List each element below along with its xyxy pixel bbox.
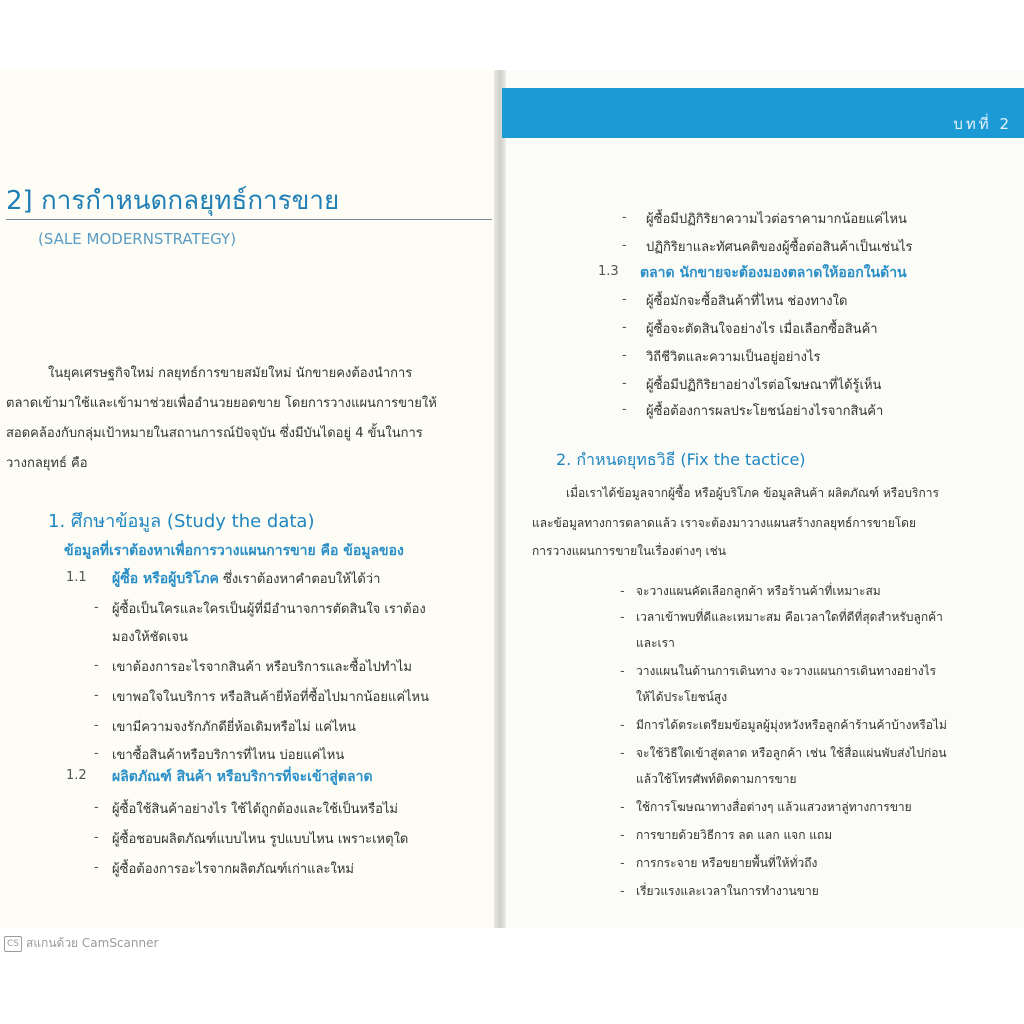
s13-item: ผู้ซื้อต้องการผลประโยชน์อย่างไรจากสินค้า xyxy=(646,404,884,419)
dash-bullet: - xyxy=(620,856,625,871)
s2-item: การกระจาย หรือขยายพื้นที่ให้ทั่วถึง xyxy=(636,856,818,870)
s11-item: เขาพอใจในบริการ หรือสินค้ายี่ห้อที่ซื้อไปมากน้อยแค่ไหน xyxy=(112,690,430,705)
camscanner-watermark xyxy=(4,934,158,953)
s13-item: วิถีชีวิตและความเป็นอยู่อย่างไร xyxy=(646,350,821,365)
intro-line-3: สอดคล้องกับกลุ่มเป้าหมายในสถานการณ์ปัจจุบัน ซึ่งมีบันไดอยู่ 4 ขั้นในการ xyxy=(6,426,423,441)
s2-item: ใช้การโฆษณาทางสื่อต่างๆ แล้วแสวงหาลู่ทางการขาย xyxy=(636,800,912,814)
dash-bullet: - xyxy=(94,600,99,615)
s13-item: ผู้ซื้อมีปฏิกิริยาอย่างไรต่อโฆษณาที่ได้รู้เห็น xyxy=(646,378,882,393)
s13-number: 1.3 xyxy=(598,264,619,279)
dash-bullet: - xyxy=(620,718,625,733)
section1-heading: 1. ศึกษาข้อมูล (Study the data) xyxy=(48,511,315,532)
page-title: 2] การกำหนดกลยุทธ์การขาย xyxy=(6,186,340,216)
s2-item: และเรา xyxy=(636,636,675,650)
s11-item: เขาซื้อสินค้าหรือบริการที่ไหน บ่อยแค่ไหน xyxy=(112,748,345,763)
dash-bullet: - xyxy=(620,610,625,625)
s13-item: ผู้ซื้อมักจะซื้อสินค้าที่ไหน ช่องทางใด xyxy=(646,294,848,309)
s13-title: ตลาด นักขายจะต้องมองตลาดให้ออกในด้าน xyxy=(640,265,907,281)
s2-item: วางแผนในด้านการเดินทาง จะวางแผนการเดินทางอย่างไร xyxy=(636,664,937,678)
s2-item: เรี่ยวแรงและเวลาในการทำงานขาย xyxy=(636,884,819,898)
s12-item: ผู้ซื้อต้องการอะไรจากผลิตภัณฑ์เก่าและใหม่ xyxy=(112,862,354,877)
s11-item: เขาต้องการอะไรจากสินค้า หรือบริการและซื้อไปทำไม xyxy=(112,660,412,675)
section1-subheading: ข้อมูลที่เราต้องหาเพื่อการวางแผนการขาย คือ ข้อมูลของ xyxy=(64,543,404,559)
chapter-label: บทที่ 2 xyxy=(953,115,1012,133)
camscanner-logo-icon: CS xyxy=(4,936,22,952)
s2-item: จะวางแผนคัดเลือกลูกค้า หรือร้านค้าที่เหมาะสม xyxy=(636,584,881,598)
s11-line xyxy=(112,568,380,590)
dash-bullet: - xyxy=(94,746,99,761)
title-underline xyxy=(6,219,492,220)
intro-line-4: วางกลยุทธ์ คือ xyxy=(6,456,88,471)
dash-bullet: - xyxy=(620,800,625,815)
intro-line-2: ตลาดเข้ามาใช้และเข้ามาช่วยเพื่ออำนวยยอดขาย โดยการวางแผนการขายให้ xyxy=(6,396,437,411)
dash-bullet: - xyxy=(620,664,625,679)
top-item: ปฏิกิริยาและทัศนคติของผู้ซื้อต่อสินค้าเป็นเช่นไร xyxy=(646,240,913,255)
dash-bullet: - xyxy=(620,884,625,899)
s11-number: 1.1 xyxy=(66,570,87,585)
section2-heading: 2. กำหนดยุทธวิธี (Fix the tactice) xyxy=(556,450,806,469)
dash-bullet: - xyxy=(622,320,627,335)
s2-item: แล้วใช้โทรศัพท์ติดตามการขาย xyxy=(636,772,797,786)
dash-bullet: - xyxy=(94,658,99,673)
s11-item: ผู้ซื้อเป็นใครและใครเป็นผู้ที่มีอำนาจการตัดสินใจ เราต้อง xyxy=(112,602,426,617)
s13-item: ผู้ซื้อจะตัดสินใจอย่างไร เมื่อเลือกซื้อสินค้า xyxy=(646,322,878,337)
s11-item: เขามีความจงรักภักดียี่ห้อเดิมหรือไม่ แค่ไหน xyxy=(112,720,356,735)
section2-para-line: และข้อมูลทางการตลาดแล้ว เราจะต้องมาวางแผนสร้างกลยุทธ์การขายโดย xyxy=(532,516,916,530)
dash-bullet: - xyxy=(622,292,627,307)
chapter-header-bar xyxy=(502,88,1024,138)
dash-bullet: - xyxy=(620,746,625,761)
dash-bullet: - xyxy=(622,238,627,253)
s2-item: ให้ได้ประโยชน์สูง xyxy=(636,690,728,704)
s12-title: ผลิตภัณฑ์ สินค้า หรือบริการที่จะเข้าสู่ตลาด xyxy=(112,769,373,785)
dash-bullet: - xyxy=(94,830,99,845)
camscanner-text: สแกนด้วย CamScanner xyxy=(26,936,159,950)
s12-item: ผู้ซื้อชอบผลิตภัณฑ์แบบไหน รูปแบบไหน เพราะเหตุใด xyxy=(112,832,409,847)
s2-item: การขายด้วยวิธีการ ลด แลก แจก แถม xyxy=(636,828,833,842)
dash-bullet: - xyxy=(620,828,625,843)
s11-title: ผู้ซื้อ หรือผู้บริโภค xyxy=(112,571,219,587)
page-subtitle: (SALE MODERNSTRATEGY) xyxy=(38,230,237,248)
s11-rest: ซึ่งเราต้องหาคำตอบให้ได้ว่า xyxy=(218,572,381,587)
s2-item: มีการได้ตระเตรียมข้อมูลผู้มุ่งหวังหรือลูกค้าร้านค้าบ้างหรือไม่ xyxy=(636,718,947,732)
dash-bullet: - xyxy=(620,584,625,599)
s11-item: มองให้ชัดเจน xyxy=(112,630,188,645)
dash-bullet: - xyxy=(622,210,627,225)
dash-bullet: - xyxy=(622,376,627,391)
top-item: ผู้ซื้อมีปฏิกิริยาความไวต่อราคามากน้อยแค่ไหน xyxy=(646,212,907,227)
book-gutter xyxy=(494,70,506,928)
section2-para-line: การวางแผนการขายในเรื่องต่างๆ เช่น xyxy=(532,544,726,558)
dash-bullet: - xyxy=(94,860,99,875)
dash-bullet: - xyxy=(94,688,99,703)
s2-item: จะใช้วิธีใดเข้าสู่ตลาด หรือลูกค้า เช่น ใช้สื่อแผ่นพับส่งไปก่อน xyxy=(636,746,947,760)
dash-bullet: - xyxy=(622,402,627,417)
s12-number: 1.2 xyxy=(66,768,87,783)
s12-item: ผู้ซื้อใช้สินค้าอย่างไร ใช้ได้ถูกต้องและใช้เป็นหรือไม่ xyxy=(112,802,398,817)
dash-bullet: - xyxy=(94,718,99,733)
dash-bullet: - xyxy=(94,800,99,815)
s2-item: เวลาเข้าพบที่ดีและเหมาะสม คือเวลาใดที่ดีที่สุดสำหรับลูกค้า xyxy=(636,610,943,624)
intro-line-1: ในยุคเศรษฐกิจใหม่ กลยุทธ์การขายสมัยใหม่ นักขายคงต้องนำการ xyxy=(48,366,413,381)
section2-para-line: เมื่อเราได้ข้อมูลจากผู้ซื้อ หรือผู้บริโภค ข้อมูลสินค้า ผลิตภัณฑ์ หรือบริการ xyxy=(566,486,939,500)
dash-bullet: - xyxy=(622,348,627,363)
